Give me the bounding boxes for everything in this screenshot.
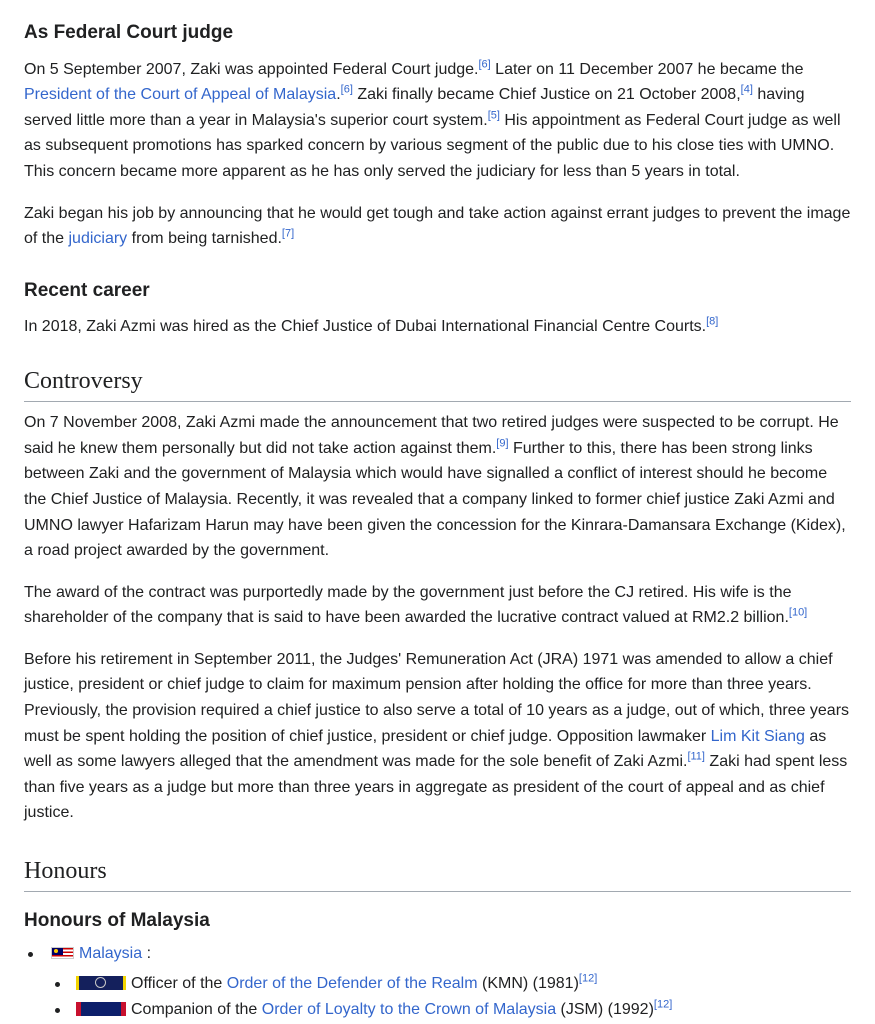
link-order-defender-of-realm[interactable]: Order of the Defender of the Realm <box>226 975 478 993</box>
section-heading-honours: Honours <box>24 856 851 892</box>
list-item-award: Companion of the Order of Loyalty to the Crown of Malaysia (JSM) (1992)[12] <box>51 997 851 1023</box>
paragraph-controversy-3: Before his retirement in September 2011, the Judges' Remuneration Act (JRA) 1971 was amended to allow a chief justice, president or chief judge to claim for maximum pension after holding the office for more than three years. Previously, the provision required a chief justice to also serve a total of 10 years as a judge, out of which, three years must be spent holding the position of chief justice, president or chief judge. Opposition lawmaker Lim Kit Siang as well as some lawyers alleged that the amendment was made for the sole benefit of Zaki Azmi.[11] Zaki had spent less than five years as a judge but more than three years in aggregate as president of the court of appeal and as chief justice. <box>24 650 850 822</box>
reference[interactable]: [6] <box>340 83 353 96</box>
paragraph-controversy-1: On 7 November 2008, Zaki Azmi made the announcement that two retired judges were suspected to be corrupt. He said he knew them personally but did not take action against them.[9] Further to this, there has been strong links between Zaki and the government of Malaysia which would have signalled a conflict of interest should he become the Chief Justice of Malaysia. Recently, it was revealed that a company linked to former chief justice Zaki Azmi and UMNO lawyer Hafarizam Harun may have been given the concession for the Kinrara-Damansara Exchange (Kidex), a road project awarded by the government. <box>24 414 846 560</box>
paragraph-controversy-2: The award of the contract was purportedly made by the government just before the CJ retired. His wife is the shareholder of the company that is said to have been awarded the lucrative contract valued at RM2.2 billion.[10] <box>24 583 808 627</box>
malaysia-flag-icon <box>51 947 74 959</box>
link-judiciary[interactable]: judiciary <box>68 230 128 248</box>
link-president-court-of-appeal[interactable]: President of the Court of Appeal of Malaysia <box>24 86 337 104</box>
reference[interactable]: [12] <box>653 998 673 1011</box>
paragraph-federal-2: Zaki began his job by announcing that he would get tough and take action against errant judges to prevent the image of the judiciary from being tarnished.[7] <box>24 204 851 248</box>
list-item-award: Officer of the Order of the Defender of the Realm (KMN) (1981)[12] <box>51 971 851 997</box>
list-item-country: Malaysia : Officer of the Order of the Defender of the Realm (KMN) (1981)[12] Companion of the Order of Loyalty to the Crown of Malaysia (JSM) (1992)[12] <box>24 941 851 1023</box>
subsection-heading-honours-of-malaysia: Honours of Malaysia <box>24 910 210 932</box>
paragraph-federal-1: On 5 September 2007, Zaki was appointed Federal Court judge.[6] Later on 11 December 2007 he became the President of the Court of Appeal of Malaysia.[6] Zaki finally became Chief Justice on 21 October 2008,[4] having served little more than a year in Malaysia's superior court system.[5] His appointment as Federal Court judge as well as subsequent promotions has sparked concern by various segment of the public due to his close ties with UMNO. This concern became more apparent as he has only served the judiciary for less than 5 years in total. <box>24 58 841 180</box>
reference[interactable]: [7] <box>281 227 295 240</box>
reference[interactable]: [4] <box>740 83 753 96</box>
link-order-loyalty-to-crown[interactable]: Order of Loyalty to the Crown of Malaysia <box>261 1001 557 1018</box>
link-malaysia[interactable]: Malaysia <box>79 944 143 962</box>
honours-list <box>24 941 851 1023</box>
link-lim-kit-siang[interactable]: Lim Kit Siang <box>710 727 805 745</box>
reference[interactable]: [9] <box>496 437 509 450</box>
section-heading-federal-court: As Federal Court judge <box>24 22 234 43</box>
kmn-ribbon-icon <box>76 976 126 990</box>
reference[interactable]: [6] <box>478 58 491 71</box>
reference[interactable]: [5] <box>487 109 500 122</box>
reference[interactable]: [8] <box>706 316 719 329</box>
reference[interactable]: [11] <box>687 750 705 763</box>
paragraph-recent-1: In 2018, Zaki Azmi was hired as the Chief Justice of Dubai International Financial Centre Courts.[8] <box>24 316 719 336</box>
section-heading-controversy: Controversy <box>24 366 851 402</box>
reference[interactable]: [10] <box>788 606 808 619</box>
reference[interactable]: [12] <box>578 973 598 986</box>
section-heading-recent-career: Recent career <box>24 279 150 301</box>
awards-list <box>51 971 851 1022</box>
jsm-ribbon-icon <box>76 1002 126 1016</box>
